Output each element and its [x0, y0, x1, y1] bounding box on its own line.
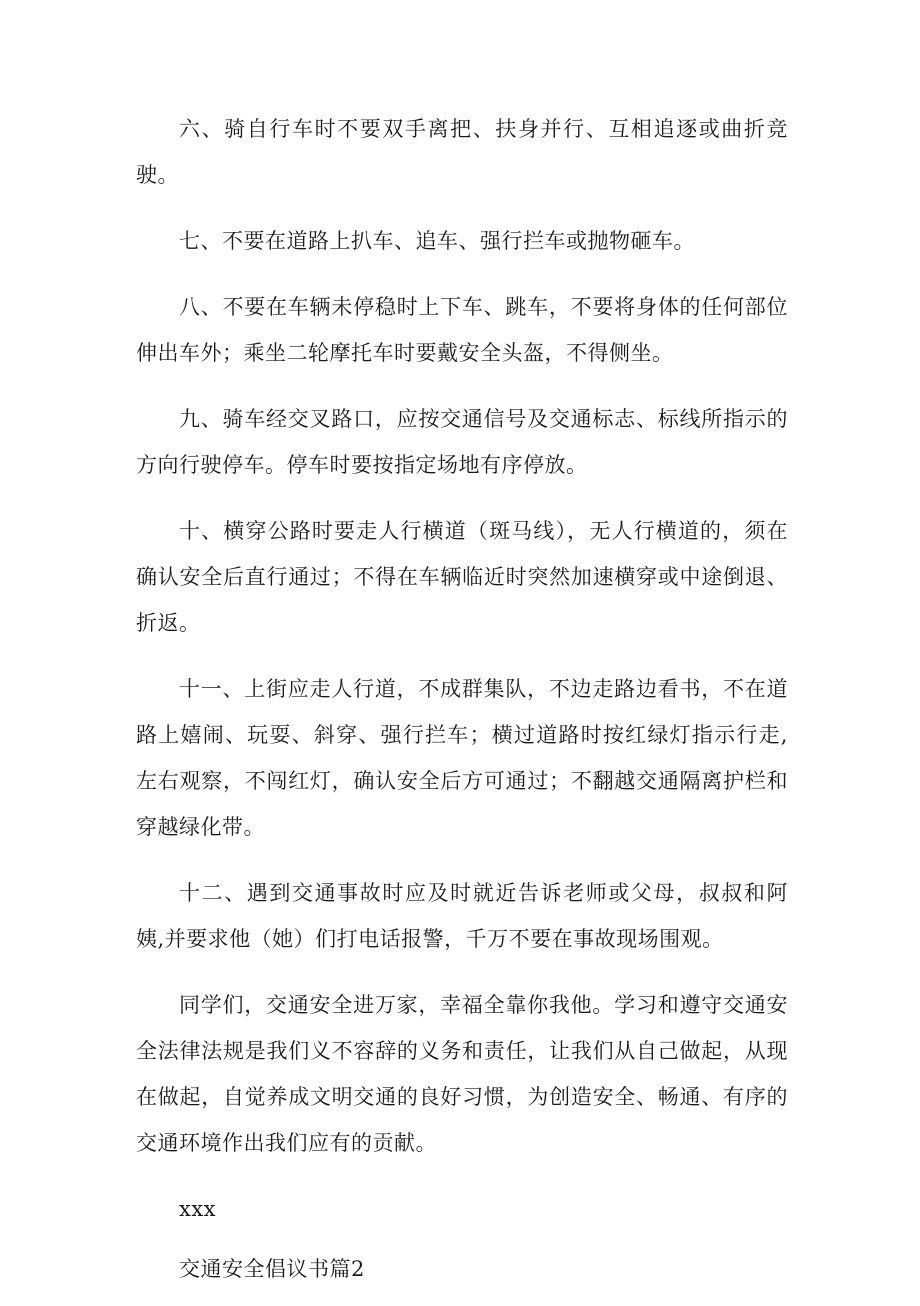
next-section-heading: 交通安全倡议书篇2 — [179, 1257, 365, 1281]
signature: xxx — [179, 1197, 217, 1221]
paragraph-closing: 同学们，交通安全进万家，幸福全靠你我他。学习和遵守交通安全法律法规是我们义不容辞的义务和责任，让我们从自己做起，从现在做起，自觉养成文明交通的良好习惯，为创造安全、畅通、有序的交通环境作出我们应有的贡献。 — [136, 993, 788, 1155]
paragraph-rule-7: 七、不要在道路上扒车、追车、强行拦车或抛物砸车。 — [179, 229, 695, 253]
document-body — [136, 106, 788, 1306]
paragraph-rule-11: 十一、上街应走人行道，不成群集队，不边走路边看书，不在道路上嬉闹、玩耍、斜穿、强行拦车；横过道路时按红绿灯指示行走,左右观察，不闯红灯，确认安全后方可通过；不翻越交通隔离护栏和穿越绿化带。 — [136, 677, 788, 839]
paragraph-rule-12: 十二、遇到交通事故时应及时就近告诉老师或父母，叔叔和阿姨,并要求他（她）们打电话报警，千万不要在事故现场围观。 — [136, 881, 788, 951]
paragraph-rule-10: 十、横穿公路时要走人行横道（斑马线），无人行横道的，须在确认安全后直行通过；不得在车辆临近时突然加速横穿或中途倒退、折返。 — [136, 519, 788, 635]
paragraph-rule-8: 八、不要在车辆未停稳时上下车、跳车，不要将身体的任何部位伸出车外；乘坐二轮摩托车时要戴安全头盔，不得侧坐。 — [136, 295, 788, 365]
paragraph-rule-9: 九、骑车经交叉路口，应按交通信号及交通标志、标线所指示的方向行驶停车。停车时要按指定场地有序停放。 — [136, 407, 788, 477]
paragraph-rule-6: 六、骑自行车时不要双手离把、扶身并行、互相追逐或曲折竞驶。 — [136, 117, 788, 187]
